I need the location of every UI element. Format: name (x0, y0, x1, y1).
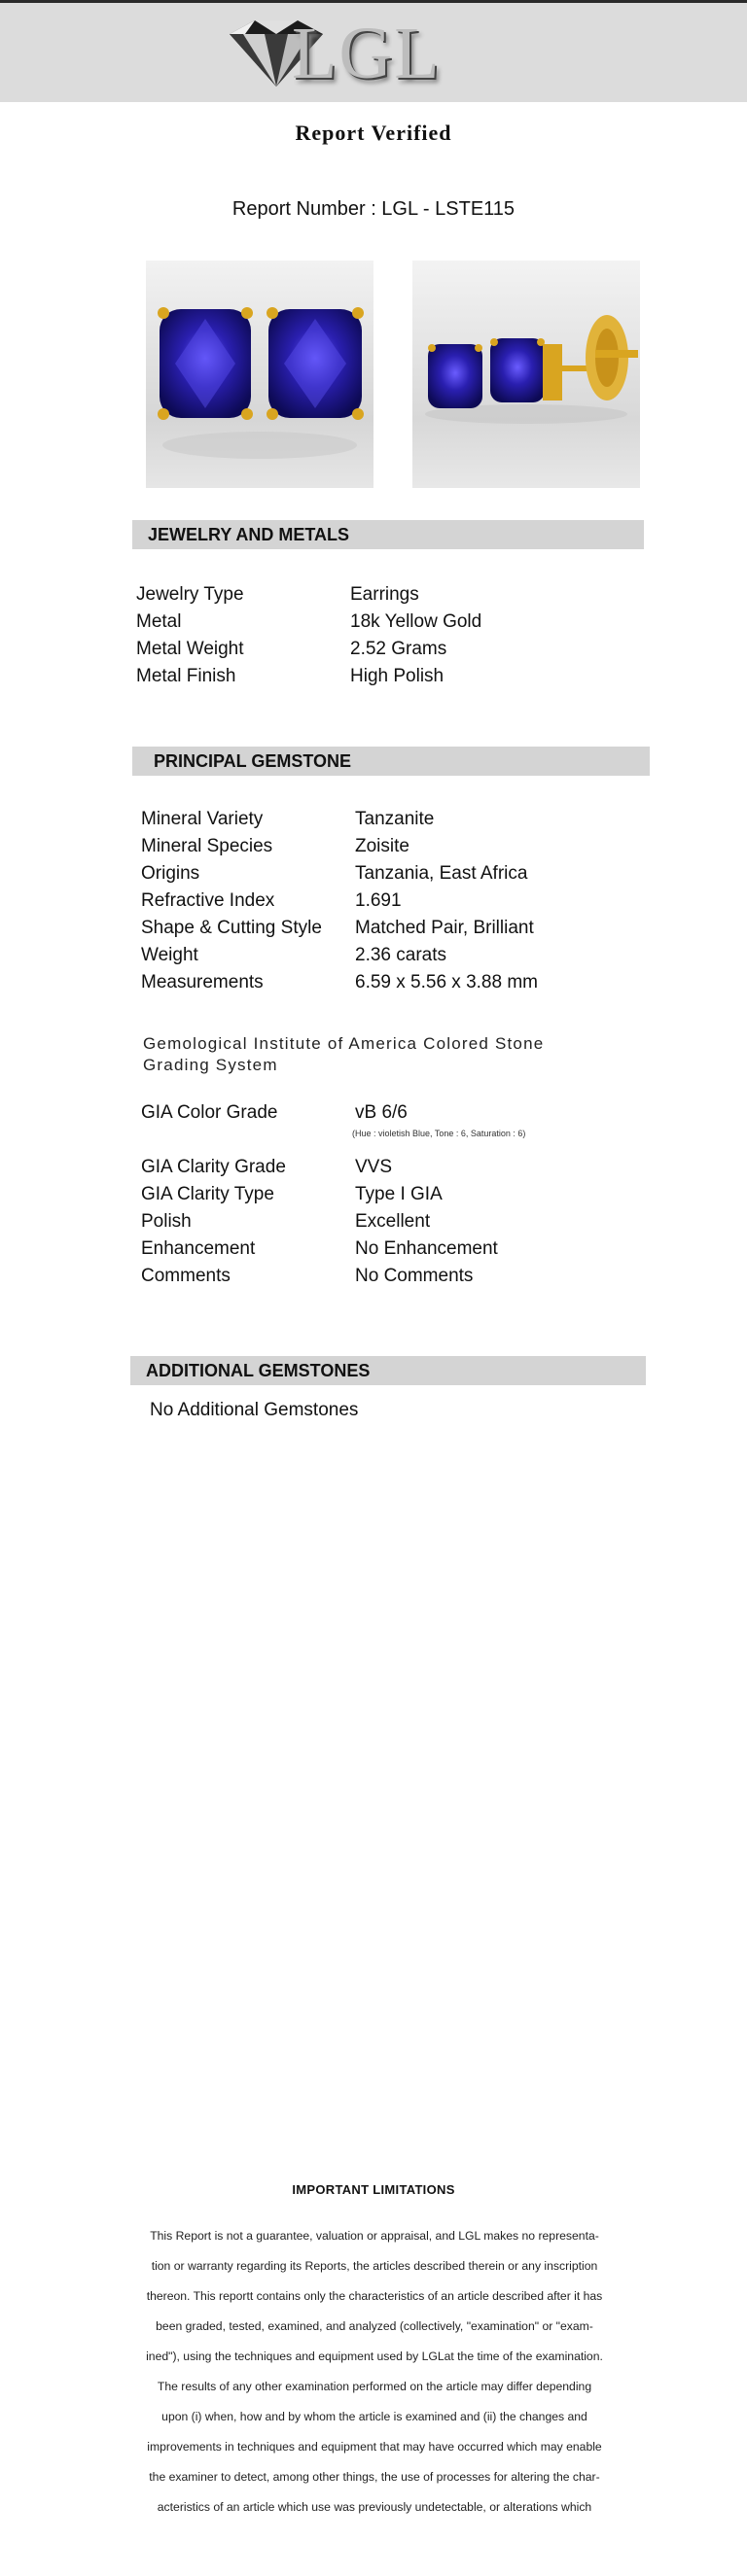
limitations-line: improvements in techniques and equipment that may have occurred which may enable (147, 2440, 602, 2454)
metal-finish-label: Metal Finish (136, 666, 236, 686)
measurements-label: Measurements (141, 972, 264, 992)
mineral-species-label: Mineral Species (141, 836, 273, 856)
metal-label: Metal (136, 611, 182, 632)
measurements-value: 6.59 x 5.56 x 3.88 mm (355, 972, 538, 992)
metal-weight-label: Metal Weight (136, 639, 244, 659)
comments-value: No Comments (355, 1266, 474, 1286)
tanzanite-pair-front-image (146, 261, 374, 488)
mineral-variety-value: Tanzanite (355, 809, 435, 829)
page-title: Report Verified (295, 121, 452, 145)
jewelry-type-value: Earrings (350, 584, 419, 605)
enhancement-label: Enhancement (141, 1238, 256, 1259)
enhancement-value: No Enhancement (355, 1238, 498, 1259)
refractive-index-label: Refractive Index (141, 890, 275, 911)
gia-clarity-grade-label: GIA Clarity Grade (141, 1157, 286, 1177)
color-grade-note: (Hue : violetish Blue, Tone : 6, Saturation : 6) (352, 1129, 526, 1138)
shape-cutting-style-value: Matched Pair, Brilliant (355, 918, 534, 938)
mineral-variety-label: Mineral Variety (141, 809, 264, 829)
additional-gemstones-text: No Additional Gemstones (150, 1400, 359, 1420)
limitations-line: been graded, tested, examined, and analyzed (collectively, "examination" or "exam- (156, 2319, 593, 2333)
limitations-line: acteristics of an article which use was previously undetectable, or alterations which (157, 2500, 592, 2514)
important-limitations-title: IMPORTANT LIMITATIONS (292, 2182, 455, 2197)
weight-value: 2.36 carats (355, 945, 446, 965)
important-limitations-body (102, 2221, 647, 2523)
gia-color-grade-value: vB 6/6 (355, 1102, 408, 1123)
gia-clarity-type-value: Type I GIA (355, 1184, 443, 1204)
refractive-index-value: 1.691 (355, 890, 402, 911)
limitations-line: thereon. This reportt contains only the characteristics of an article described after it has (146, 2289, 603, 2303)
limitations-line: The results of any other examination performed on the article may differ depending (157, 2380, 592, 2393)
shape-cutting-style-label: Shape & Cutting Style (141, 918, 322, 938)
report-number: Report Number : LGL - LSTE115 (231, 198, 516, 220)
limitations-line: tion or warranty regarding its Reports, the articles described therein or any inscription (151, 2259, 598, 2273)
jewelry-type-label: Jewelry Type (136, 584, 244, 605)
limitations-line: ined"), using the techniques and equipment used by LGLat the time of the examination. (146, 2350, 603, 2363)
limitations-line: This Report is not a guarantee, valuation or appraisal, and LGL makes no representa- (150, 2229, 599, 2243)
earrings-front-photo (146, 261, 374, 488)
earrings-side-photo (412, 261, 640, 488)
limitations-line: the examiner to detect, among other things, the use of processes for altering the char- (149, 2470, 600, 2484)
polish-value: Excellent (355, 1211, 431, 1232)
limitations-line: upon (i) when, how and by whom the article is examined and (ii) the changes and (161, 2410, 587, 2423)
origins-value: Tanzania, East Africa (355, 863, 528, 884)
comments-label: Comments (141, 1266, 231, 1286)
metal-weight-value: 2.52 Grams (350, 639, 447, 659)
gia-clarity-grade-value: VVS (355, 1157, 393, 1177)
jewelry-section-header: JEWELRY AND METALS (132, 520, 644, 549)
metal-finish-value: High Polish (350, 666, 445, 686)
header-band (0, 3, 747, 102)
polish-label: Polish (141, 1211, 192, 1232)
origins-label: Origins (141, 863, 200, 884)
gia-color-grade-label: GIA Color Grade (141, 1102, 278, 1123)
mineral-species-value: Zoisite (355, 836, 409, 856)
tanzanite-pair-side-image (412, 261, 640, 488)
additional-section-header: ADDITIONAL GEMSTONES (130, 1356, 646, 1385)
gia-grading-system-heading: Gemological Institute of America Colored Stone Grading System (143, 1034, 545, 1074)
gemstone-section-header: PRINCIPAL GEMSTONE (132, 747, 650, 776)
weight-label: Weight (141, 945, 198, 965)
metal-value: 18k Yellow Gold (350, 611, 482, 632)
gia-clarity-type-label: GIA Clarity Type (141, 1184, 274, 1204)
logo-text: LGL (292, 13, 442, 94)
